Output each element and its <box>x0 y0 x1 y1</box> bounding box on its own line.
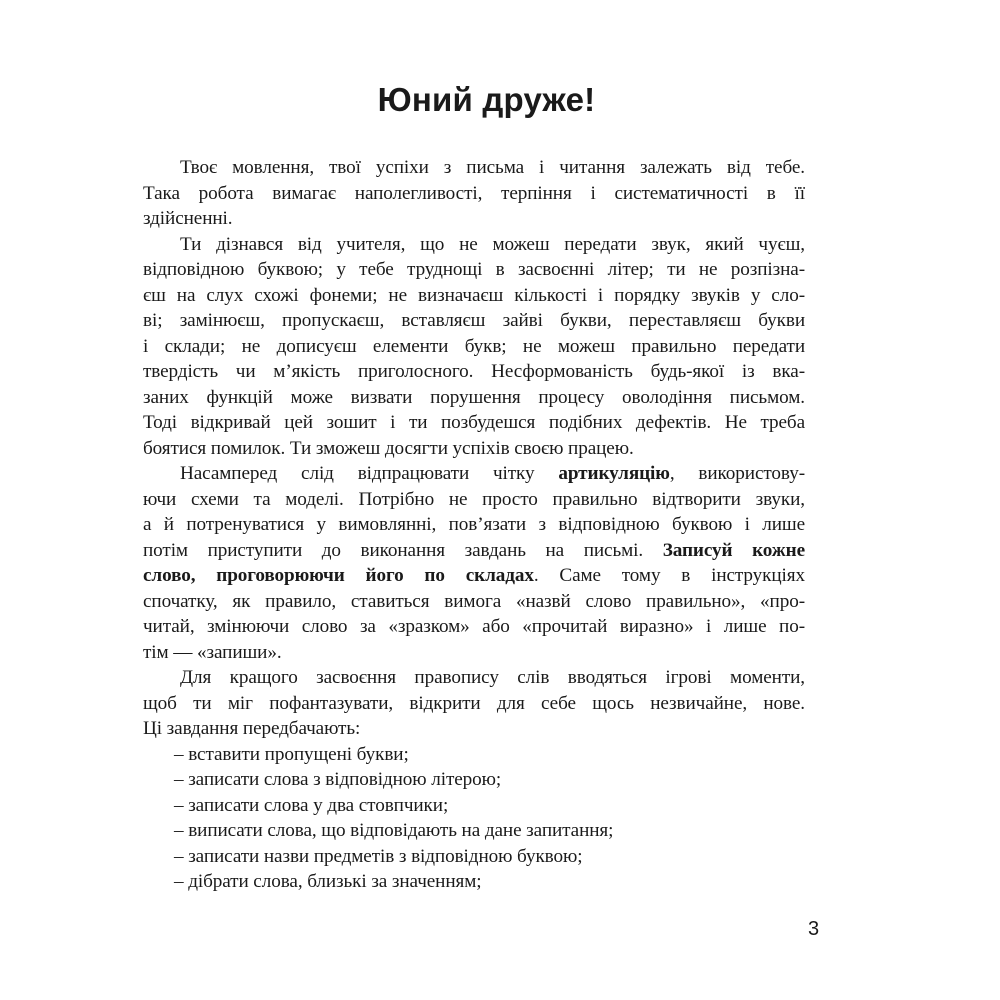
text-run: , використову- <box>669 463 805 484</box>
paragraph-2 <box>143 232 805 462</box>
text-line: ючи схеми та моделі. Потрібно не просто правильно відтворити звуки, <box>143 488 805 510</box>
text-line: Ці завдання передбачають: <box>143 718 361 739</box>
text-line: Твоє мовлення, твої успіхи з письма і читання залежать від тебе. <box>180 157 805 178</box>
text-line <box>143 461 805 487</box>
task-list <box>143 742 805 895</box>
text-line: боятися помилок. Ти зможеш досягти успіхів своєю працею. <box>143 437 634 459</box>
bold-instruction: слово, проговорюючи його по складах <box>143 565 534 586</box>
text-line: і склади; не дописуєш елементи букв; не можеш правильно передати <box>143 335 805 357</box>
paragraph-1 <box>143 155 805 232</box>
text-line: а й потренуватися у вимовлянні, пов’язати з відповідною буквою і лише <box>143 514 805 535</box>
text-line: тім — «запиши». <box>143 641 282 663</box>
text-run: потім приступити до виконання завдань на письмі. <box>143 539 663 561</box>
list-item: – записати слова з відповідною літерою; <box>174 769 502 790</box>
text-line: Ти дізнався від учителя, що не можеш передати звук, який чуєш, <box>180 233 805 255</box>
page-title: Юний друже! <box>377 81 596 118</box>
bold-instruction: Записуй кожне <box>662 539 805 561</box>
text-line: здійсненні. <box>143 208 233 229</box>
text-line <box>143 538 805 564</box>
list-item: – записати назви предметів з відповідною буквою; <box>174 845 583 867</box>
text-line: читай, змінюючи слово за «зразком» або «прочитай виразно» і лише по- <box>143 616 805 637</box>
text-run: . Саме тому в інструкціях <box>533 565 806 586</box>
text-run: Насамперед слід відпрацювати чітку <box>180 463 559 484</box>
text-line: Така робота вимагає наполегливості, терпіння і систематичності в її <box>143 182 805 204</box>
text-line: Для кращого засвоєння правопису слів вводяться ігрові моменти, <box>180 667 805 688</box>
text-line: ві; замінюєш, пропускаєш, вставляєш зайві букви, переставляєш букви <box>143 310 805 331</box>
text-line: відповідною буквою; у тебе труднощі в засвоєнні літер; ти не розпізна- <box>143 259 805 280</box>
text-line: єш на слух схожі фонеми; не визначаєш кількості і порядку звуків у сло- <box>143 284 805 306</box>
list-item: – вставити пропущені букви; <box>174 743 409 765</box>
bold-term: артикуляцію <box>558 463 670 484</box>
paragraph-4 <box>143 665 805 742</box>
text-line: Тоді відкривай цей зошит і ти позбудешся подібних дефектів. Не треба <box>143 412 805 433</box>
list-item: – виписати слова, що відповідають на дане запитання; <box>174 820 614 841</box>
list-item: – записати слова у два стовпчики; <box>174 794 449 816</box>
page-content <box>143 75 830 892</box>
text-line: спочатку, як правило, ставиться вимога «назвй слово правильно», «про- <box>143 590 805 612</box>
text-line: заних функцій може визвати порушення процесу оволодіння письмом. <box>143 386 805 408</box>
text-line: щоб ти міг пофантазувати, відкрити для себе щось незвичайне, нове. <box>143 692 805 714</box>
page-number: 3 <box>808 918 820 940</box>
body-text <box>143 155 805 895</box>
list-item: – дібрати слова, близькі за значенням; <box>174 871 482 892</box>
paragraph-3 <box>143 461 805 665</box>
text-line <box>143 563 805 589</box>
text-line: твердість чи м’якість приголосного. Несформованість будь-якої із вка- <box>143 361 805 382</box>
